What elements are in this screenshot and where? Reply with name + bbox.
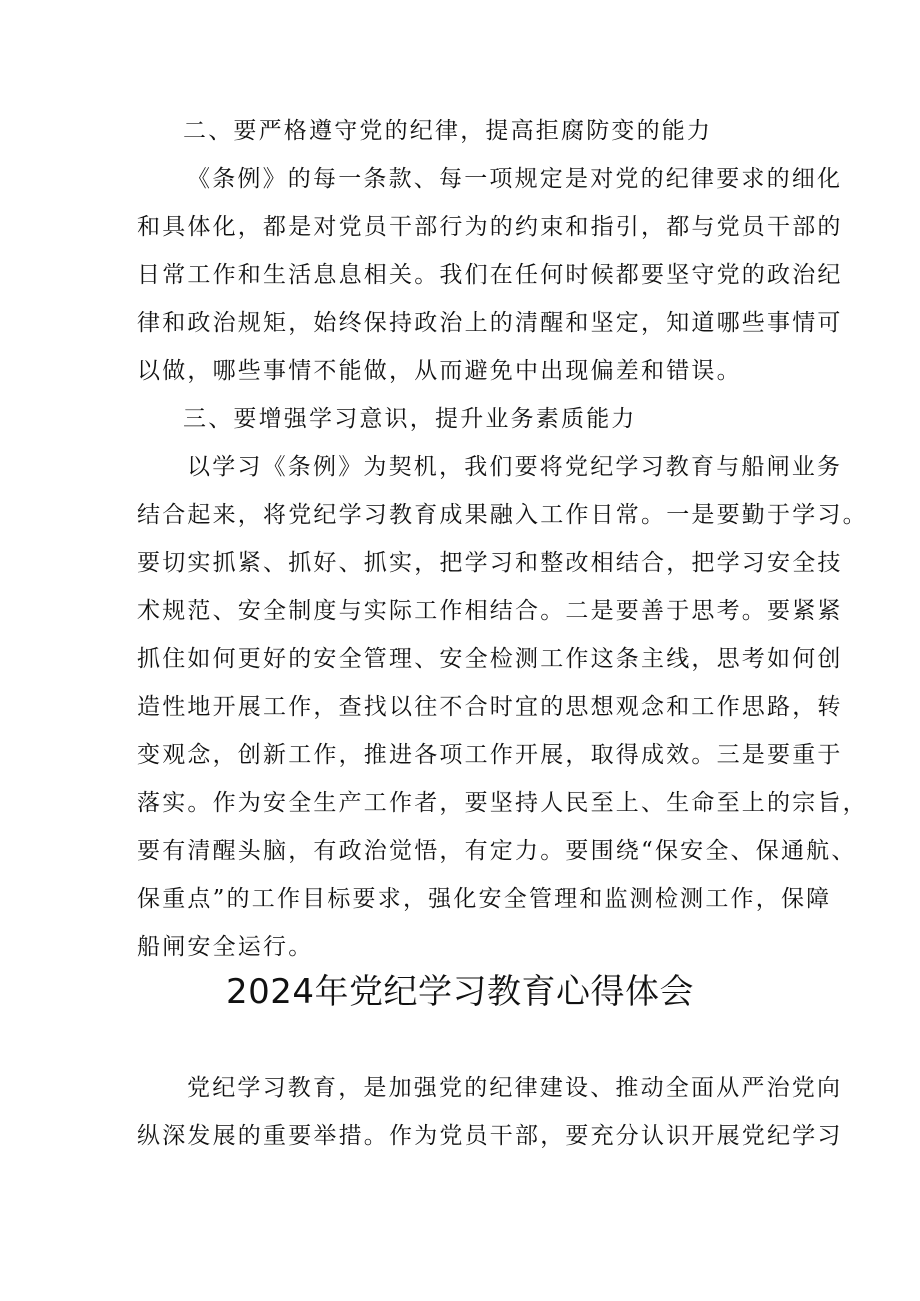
document-title: 2024年党纪学习教育心得体会 <box>225 972 695 1012</box>
paragraph-line: 落实。作为安全生产工作者，要坚持人民至上、生命至上的宗旨， <box>137 790 868 816</box>
paragraph-line: 以做，哪些事情不能做，从而避免中出现偏差和错误。 <box>137 358 742 384</box>
section-3-heading: 三、要增强学习意识，提升业务素质能力 <box>183 406 637 432</box>
paragraph-line: 律和政治规矩，始终保持政治上的清醒和坚定，知道哪些事情可 <box>137 310 843 336</box>
paragraph-line: 要切实抓紧、抓好、抓实，把学习和整改相结合，把学习安全技 <box>137 550 843 576</box>
paragraph-line: 抓住如何更好的安全管理、安全检测工作这条主线，思考如何创 <box>137 646 843 672</box>
paragraph-line: 日常工作和生活息息相关。我们在任何时候都要坚守党的政治纪 <box>137 262 843 288</box>
paragraph-line: 船闸安全运行。 <box>137 934 314 960</box>
paragraph-line: 结合起来，将党纪学习教育成果融入工作日常。一是要勤于学习。 <box>137 502 868 528</box>
paragraph-line: 保重点”的工作目标要求，强化安全管理和监测检测工作，保障 <box>137 886 832 912</box>
paragraph-line: 要有清醒头脑，有政治觉悟，有定力。要围绕“保安全、保通航、 <box>137 838 857 864</box>
paragraph-line: 党纪学习教育，是加强党的纪律建设、推动全面从严治党向 <box>187 1075 843 1101</box>
paragraph-line: 《条例》的每一条款、每一项规定是对党的纪律要求的细化 <box>187 166 843 192</box>
section-3-block <box>137 395 868 971</box>
paragraph-line: 变观念，创新工作，推进各项工作开展，取得成效。三是要重于 <box>137 742 843 768</box>
paragraph-line: 术规范、安全制度与实际工作相结合。二是要善于思考。要紧紧 <box>137 598 843 624</box>
paragraph-line: 造性地开展工作，查找以往不合时宜的思想观念和工作思路，转 <box>137 694 843 720</box>
paragraph-line: 纵深发展的重要举措。作为党员干部，要充分认识开展党纪学习 <box>137 1123 843 1149</box>
paragraph-line: 以学习《条例》为契机，我们要将党纪学习教育与船闸业务 <box>187 454 843 480</box>
section-2-block <box>137 107 843 395</box>
paragraph-line: 和具体化，都是对党员干部行为的约束和指引，都与党员干部的 <box>137 214 843 240</box>
section-2-heading: 二、要严格遵守党的纪律，提高拒腐防变的能力 <box>183 118 713 144</box>
intro-block <box>137 1064 843 1160</box>
